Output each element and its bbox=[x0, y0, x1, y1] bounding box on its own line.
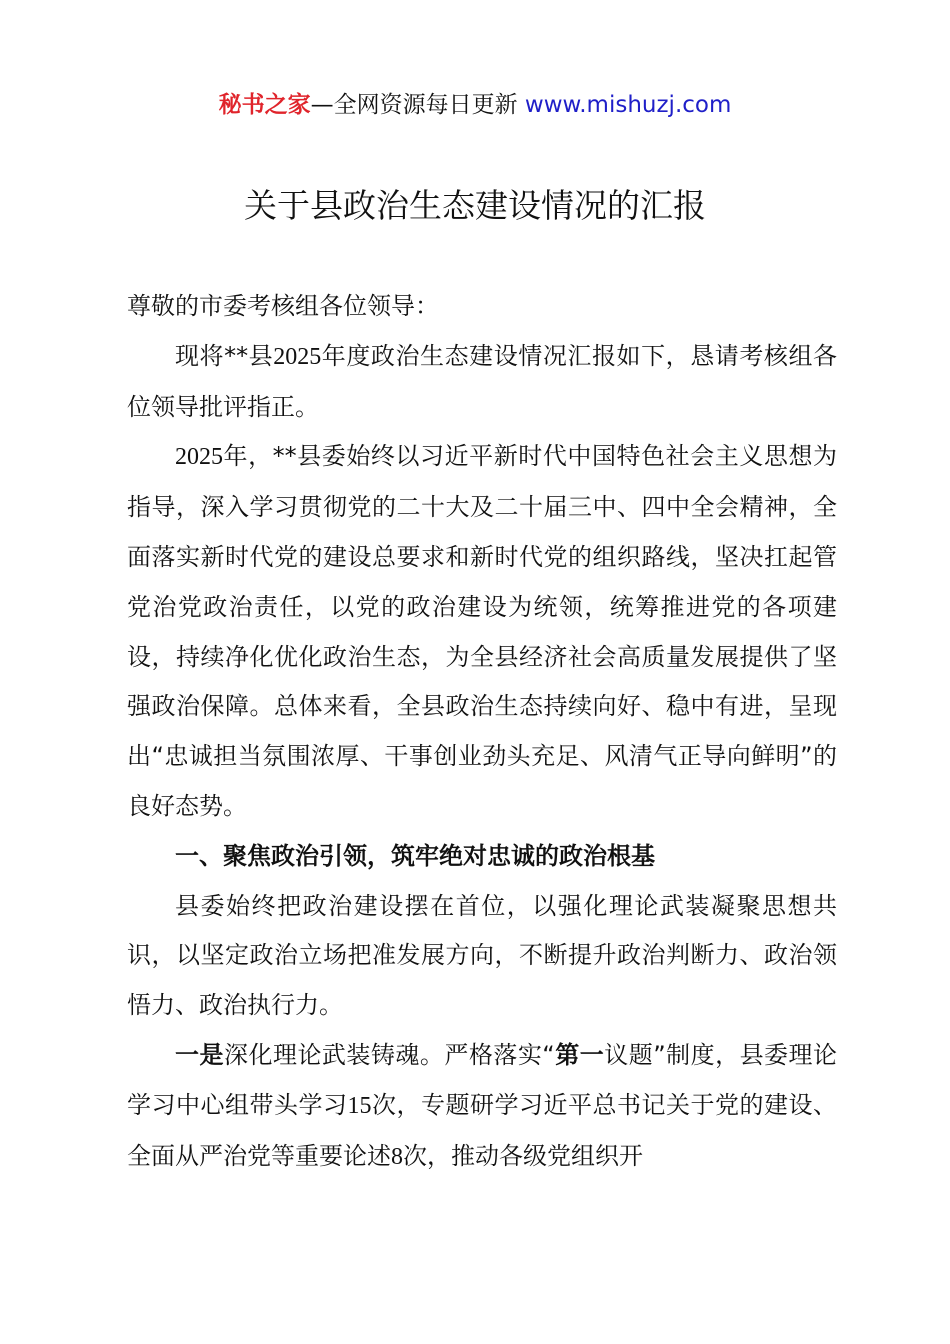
overview-paragraph bbox=[127, 432, 837, 831]
point-1-text-1: 深化理论武装铸魂。严格落实“ bbox=[223, 1040, 555, 1069]
overview-text: 年，**县委始终以习近平新时代中国特色社会主义思想为指导，深入学习贯彻党的二十大及二十届三中、四中全会精神，全面落实新时代党的建设总要求和新时代党的组织路线，坚决扛起管党治党政治责任，以党的政治建设为统领，统筹推进党的各项建设，持续净化优化政治生态，为全县经济社会高质量发展提供了坚强政治保障。总体来看，全县政治生态持续向好、稳中有进，呈现出“忠诚担当氛围浓厚、干事创业劲头充足、风清气正导向鲜明”的良好态势。 bbox=[127, 442, 837, 820]
overview-year: 2025 bbox=[175, 444, 223, 471]
section-heading-1: 一、聚焦政治引领，筑牢绝对忠诚的政治根基 bbox=[175, 841, 655, 870]
header-slogan: —全网资源每日更新 bbox=[310, 92, 525, 118]
section-1-body: 县委始终把政治建设摆在首位，以强化理论武装凝聚思想共识，以坚定政治立场把准发展方向，不断提升政治判断力、政治领悟力、政治执行力。 bbox=[127, 891, 837, 1020]
point-1-lead: 一是 bbox=[175, 1040, 224, 1069]
point-1-text-4: 次，推动各级党组织开 bbox=[403, 1141, 643, 1170]
point-1-count-1: 15 bbox=[347, 1092, 372, 1119]
point-1-paragraph bbox=[127, 1031, 837, 1182]
document-title: 关于县政治生态建设情况的汇报 bbox=[244, 186, 706, 225]
site-header bbox=[0, 88, 950, 122]
salutation: 尊敬的市委考核组各位领导： bbox=[127, 292, 439, 320]
intro-text-1: 现将**县 bbox=[175, 341, 274, 370]
document-body bbox=[127, 282, 837, 1182]
point-1-text-3: 次，专题研学习近平总书记关于党的建设、全面从严治党等重要论述 bbox=[127, 1090, 837, 1170]
point-1-count-2: 8 bbox=[391, 1143, 403, 1170]
brand-name: 秘书之家 bbox=[218, 92, 311, 118]
intro-text-2: 年度政治生态建设情况汇报如下，恳请考核组各位领导批评指正。 bbox=[127, 341, 838, 421]
intro-paragraph bbox=[127, 332, 837, 433]
point-1-text-2: 议题”制度，县委理论学习中心组带头学习 bbox=[127, 1040, 838, 1119]
intro-year: 2025 bbox=[273, 343, 322, 370]
site-url-link[interactable]: www.mishuzj.com bbox=[524, 92, 732, 118]
point-1-emphasis: 第一 bbox=[554, 1040, 605, 1069]
